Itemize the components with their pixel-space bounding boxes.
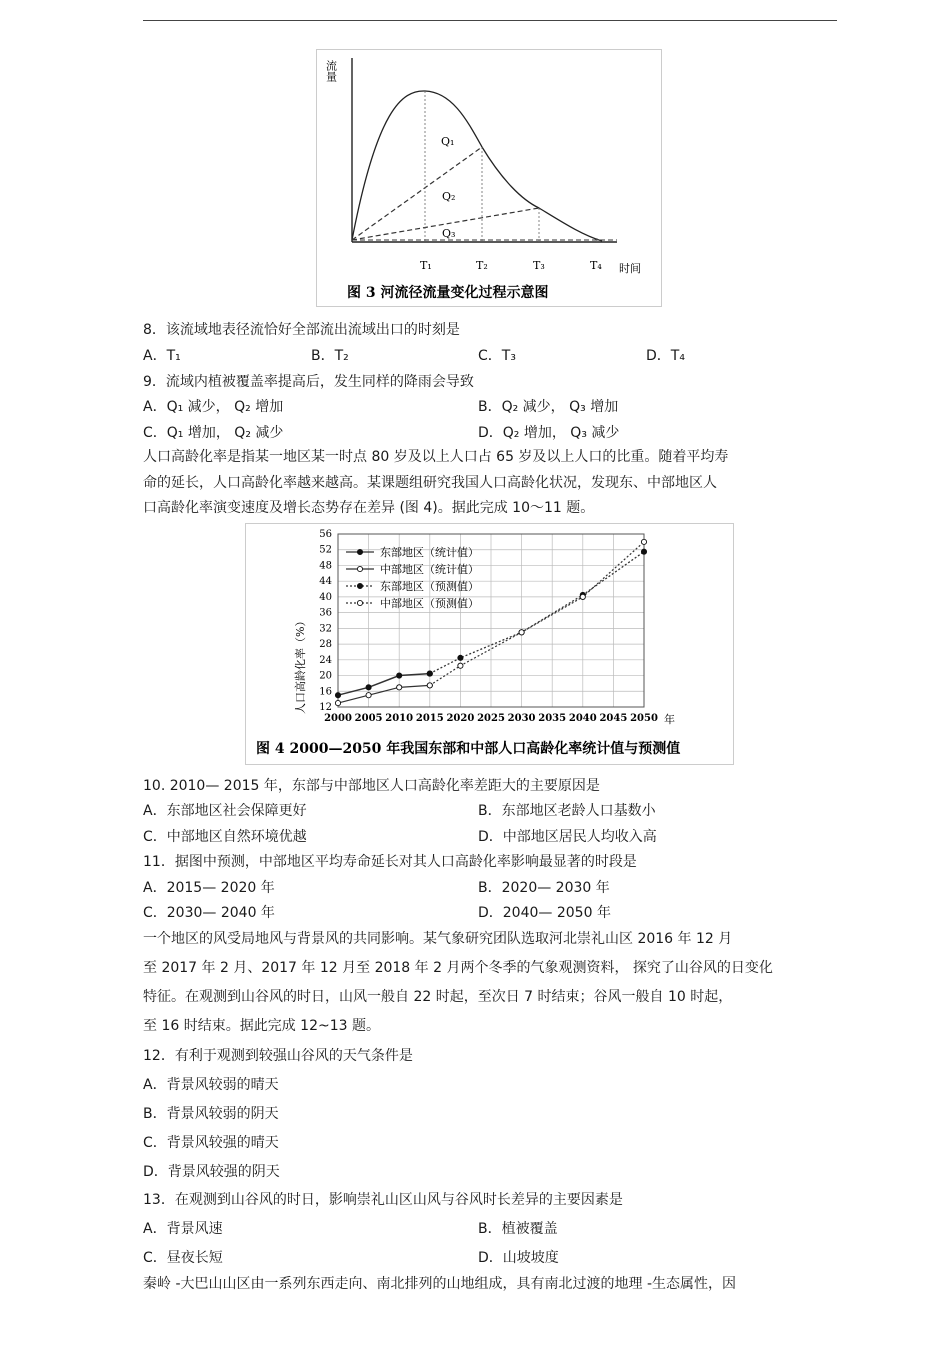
q12-stem: 12．有利于观测到较强山谷风的天气条件是: [143, 1048, 413, 1064]
area-label-q1: Q₁: [441, 135, 455, 148]
intro-10-11-line-2: 命的延长，人口高龄化率越来越高。某课题组研究我国人口高龄化状况，发现东、中部地区人: [143, 475, 717, 491]
x-tick-label: 2035: [538, 713, 567, 724]
y-tick-label: 16: [319, 686, 332, 698]
series-3-point: [641, 539, 646, 544]
q10-option-c[interactable]: C．中部地区自然环境优越: [143, 829, 307, 845]
q8-option-c[interactable]: C．T₃: [478, 348, 516, 364]
intro-10-11-line-1: 人口高龄化率是指某一地区某一时点 80 岁及以上人口占 65 岁及以上人口的比重。随着平均寿: [143, 449, 729, 465]
hydrograph-curve: [352, 91, 602, 241]
q13-option-b[interactable]: B．植被覆盖: [478, 1221, 558, 1237]
x-axis-unit: 年: [664, 713, 675, 726]
q12-option-b[interactable]: B．背景风较弱的阴天: [143, 1106, 279, 1122]
legend-label: 中部地区（统计值）: [380, 563, 479, 576]
figure-4-caption: 图 4 2000—2050 年我国东部和中部人口高龄化率统计值与预测值: [256, 741, 681, 757]
x-tick-label: 2020: [446, 713, 475, 724]
q8-option-a[interactable]: A．T₁: [143, 348, 181, 364]
q10-option-d[interactable]: D．中部地区居民人均收入高: [478, 829, 657, 845]
series-0-point: [335, 693, 340, 698]
series-1-point: [335, 700, 340, 705]
figure-3: [316, 49, 662, 307]
series-line-0: [338, 674, 430, 696]
series-0-point: [397, 673, 402, 678]
y-axis-label: 流量: [324, 60, 338, 82]
series-0-point: [366, 685, 371, 690]
q12-option-c[interactable]: C．背景风较强的晴天: [143, 1135, 279, 1151]
x-tick-label: 2040: [568, 713, 597, 724]
y-tick-label: 44: [319, 576, 332, 588]
x-axis-label: 时间: [619, 262, 641, 275]
series-1-point: [366, 693, 371, 698]
x-tick-label: 2005: [354, 713, 383, 724]
legend-marker: [357, 566, 362, 571]
intro-12-13-line-3: 特征。在观测到山谷风的时日，山风一般自 22 时起，至次日 7 时结束；谷风一般自 10 时起，: [143, 989, 733, 1005]
legend-label: 东部地区（统计值）: [380, 546, 479, 559]
x-tick-label: 2025: [477, 713, 505, 724]
q12-option-d[interactable]: D．背景风较强的阴天: [143, 1164, 280, 1180]
q10-option-a[interactable]: A．东部地区社会保障更好: [143, 803, 307, 819]
tick-t3: T₃: [533, 259, 545, 272]
series-3-point: [580, 594, 585, 599]
legend-label: 东部地区（预测值）: [380, 580, 479, 593]
series-2-point: [458, 655, 463, 660]
legend-marker: [357, 583, 362, 588]
q11-stem: 11．据图中预测，中部地区平均寿命延长对其人口高龄化率影响最显著的时段是: [143, 854, 637, 870]
figure-4: [245, 523, 734, 765]
q12-option-a[interactable]: A．背景风较弱的晴天: [143, 1077, 279, 1093]
intro-12-13-line-4: 至 16 时结束。据此完成 12~13 题。: [143, 1018, 380, 1034]
q10-stem: 10. 2010— 2015 年，东部与中部地区人口高龄化率差距大的主要原因是: [143, 778, 600, 794]
q11-option-b[interactable]: B．2020— 2030 年: [478, 880, 610, 896]
figure-3-diagram: [317, 50, 661, 306]
y-tick-label: 52: [319, 544, 332, 556]
intro-12-13-line-1: 一个地区的风受局地风与背景风的共同影响。某气象研究团队选取河北崇礼山区 2016 年 12 月: [143, 931, 733, 947]
q13-option-d[interactable]: D．山坡坡度: [478, 1250, 559, 1266]
series-line-1: [338, 685, 430, 703]
q9-option-c[interactable]: C．Q₁ 增加， Q₂ 减少: [143, 425, 284, 441]
x-tick-label: 2000: [324, 713, 352, 724]
legend-marker: [357, 600, 362, 605]
y-tick-label: 40: [319, 591, 332, 603]
y-tick-label: 56: [319, 529, 332, 540]
y-tick-label: 12: [319, 702, 332, 713]
q8-option-d[interactable]: D．T₄: [646, 348, 685, 364]
intro-10-11-line-3: 口高龄化率演变速度及增长态势存在差异 (图 4)。据此完成 10～11 题。: [143, 500, 595, 516]
q8-option-b[interactable]: B．T₂: [311, 348, 349, 364]
q9-option-a[interactable]: A．Q₁ 减少， Q₂ 增加: [143, 399, 284, 415]
q11-option-a[interactable]: A．2015— 2020 年: [143, 880, 275, 896]
x-tick-label: 2030: [507, 713, 536, 724]
x-tick-label: 2050: [630, 713, 658, 724]
q11-option-d[interactable]: D．2040— 2050 年: [478, 905, 611, 921]
y-tick-label: 32: [319, 623, 332, 635]
series-3-point: [427, 683, 432, 688]
y-tick-label: 24: [319, 654, 332, 666]
y-axis-label: 人口高龄化率（%）: [294, 615, 307, 714]
y-tick-label: 36: [319, 607, 332, 619]
figure-3-caption: 图 3 河流径流量变化过程示意图: [347, 285, 549, 301]
tick-t4: T₄: [590, 259, 602, 272]
legend-marker: [357, 549, 362, 554]
header-rule: [143, 20, 837, 21]
q9-option-b[interactable]: B．Q₂ 减少， Q₃ 增加: [478, 399, 619, 415]
x-tick-label: 2015: [415, 713, 444, 724]
q9-option-d[interactable]: D．Q₂ 增加， Q₃ 减少: [478, 425, 620, 441]
series-2-point: [641, 549, 646, 554]
q13-option-c[interactable]: C．昼夜长短: [143, 1250, 223, 1266]
q13-option-a[interactable]: A．背景风速: [143, 1221, 223, 1237]
area-label-q2: Q₂: [442, 190, 456, 203]
q9-stem: 9．流域内植被覆盖率提高后，发生同样的降雨会导致: [143, 374, 474, 390]
y-tick-label: 48: [319, 560, 332, 572]
area-label-q3: Q₃: [442, 227, 456, 240]
q11-option-c[interactable]: C．2030— 2040 年: [143, 905, 275, 921]
q13-stem: 13．在观测到山谷风的时日，影响崇礼山区山风与谷风时长差异的主要因素是: [143, 1192, 623, 1208]
q10-option-b[interactable]: B．东部地区老龄人口基数小: [478, 803, 656, 819]
y-tick-label: 28: [319, 639, 332, 651]
series-2-point: [427, 671, 432, 676]
legend-label: 中部地区（预测值）: [380, 597, 479, 610]
intro-12-13-line-2: 至 2017 年 2 月、2017 年 12 月至 2018 年 2 月两个冬季的气象观测资料， 探究了山谷风的日变化: [143, 960, 773, 976]
series-1-point: [397, 685, 402, 690]
x-tick-label: 2045: [599, 713, 628, 724]
tick-t2: T₂: [476, 259, 488, 272]
figure-4-chart: [246, 524, 733, 764]
series-3-point: [519, 630, 524, 635]
x-tick-label: 2010: [385, 713, 414, 724]
intro-next-line-1: 秦岭 -大巴山山区由一系列东西走向、南北排列的山地组成，具有南北过渡的地理 -生态属性，因: [143, 1276, 737, 1292]
q8-stem: 8．该流域地表径流恰好全部流出流域出口的时刻是: [143, 322, 460, 338]
tick-t1: T₁: [420, 259, 432, 272]
y-tick-label: 20: [319, 670, 332, 682]
series-3-point: [458, 663, 463, 668]
